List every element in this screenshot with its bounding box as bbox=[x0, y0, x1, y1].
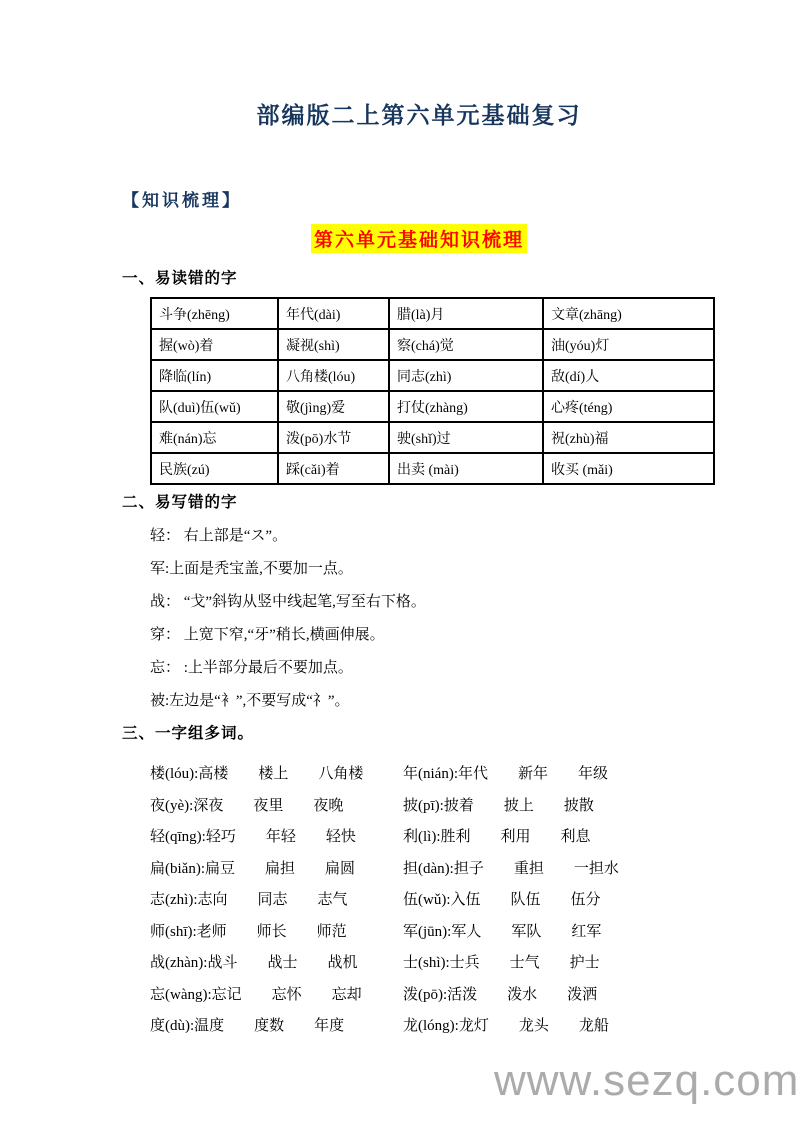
miswrite-line: 忘： :上半部分最后不要加点。 bbox=[150, 660, 353, 676]
table-cell: 腊(là)月 bbox=[389, 298, 543, 329]
miswrite-line: 轻： 右上部是“ス”。 bbox=[150, 528, 288, 544]
table-cell: 文章(zhāng) bbox=[543, 298, 714, 329]
table-row bbox=[151, 453, 714, 484]
table-row bbox=[151, 391, 714, 422]
table-cell: 民族(zú) bbox=[151, 453, 278, 484]
word-group-left: 轻(qīng):轻巧 年轻 轻快 bbox=[150, 829, 356, 845]
table-cell: 出卖 (mài) bbox=[389, 453, 543, 484]
unit-heading-wrap bbox=[122, 224, 716, 253]
table-cell: 泼(pō)水节 bbox=[278, 422, 389, 453]
miswrite-line: 被:左边是“衤”,不要写成“礻”。 bbox=[150, 693, 350, 709]
table-row bbox=[151, 422, 714, 453]
page-title: 部编版二上第六单元基础复习 bbox=[256, 103, 582, 128]
word-group-right: 士(shì):士兵 士气 护士 bbox=[403, 955, 600, 971]
table-row bbox=[151, 360, 714, 391]
table-cell: 敬(jìng)爱 bbox=[278, 391, 389, 422]
word-group-left: 度(dù):温度 度数 年度 bbox=[150, 1018, 345, 1034]
table-row bbox=[151, 329, 714, 360]
knowledge-section-label: 【知识梳理】 bbox=[122, 191, 242, 210]
table-cell: 年代(dài) bbox=[278, 298, 389, 329]
table-cell: 收买 (mǎi) bbox=[543, 453, 714, 484]
table-cell: 察(chá)觉 bbox=[389, 329, 543, 360]
unit-heading-highlight: 第六单元基础知识梳理 bbox=[311, 224, 527, 253]
word-group-right: 年(nián):年代 新年 年级 bbox=[403, 766, 608, 782]
table-cell: 凝视(shì) bbox=[278, 329, 389, 360]
word-group-row bbox=[150, 1011, 716, 1043]
table-cell: 同志(zhì) bbox=[389, 360, 543, 391]
table-cell: 油(yóu)灯 bbox=[543, 329, 714, 360]
word-group-right: 泼(pō):活泼 泼水 泼洒 bbox=[403, 986, 598, 1003]
table-cell: 敌(dí)人 bbox=[543, 360, 714, 391]
word-group-left: 楼(lóu):高楼 楼上 八角楼 bbox=[150, 766, 364, 782]
word-group-row bbox=[150, 854, 716, 886]
word-group-rows bbox=[150, 759, 716, 1043]
word-group-row bbox=[150, 885, 716, 917]
miswrite-line: 穿： 上宽下窄,“牙”稍长,横画伸展。 bbox=[150, 627, 385, 643]
table-cell: 打仗(zhàng) bbox=[389, 391, 543, 422]
word-group-row bbox=[150, 917, 716, 949]
word-group-left: 扁(biǎn):扁豆 扁担 扁圆 bbox=[150, 860, 355, 877]
table-cell: 难(nán)忘 bbox=[151, 422, 278, 453]
word-group-left: 师(shī):老师 师长 师范 bbox=[150, 923, 347, 940]
table-cell: 队(duì)伍(wǔ) bbox=[151, 391, 278, 422]
table-cell: 八角楼(lóu) bbox=[278, 360, 389, 391]
table-cell: 驶(shǐ)过 bbox=[389, 422, 543, 453]
word-group-row bbox=[150, 791, 716, 823]
word-group-row bbox=[150, 948, 716, 980]
word-group-left: 忘(wàng):忘记 忘怀 忘却 bbox=[150, 986, 362, 1003]
table-row bbox=[151, 298, 714, 329]
miswrite-line: 战： “戈”斜钩从竖中线起笔,写至右下格。 bbox=[150, 594, 426, 610]
word-group-right: 担(dàn):担子 重担 一担水 bbox=[403, 860, 619, 877]
word-group-right: 利(lì):胜利 利用 利息 bbox=[403, 829, 591, 845]
section-2-heading: 二、易写错的字 bbox=[122, 494, 238, 511]
word-group-right: 龙(lóng):龙灯 龙头 龙船 bbox=[403, 1018, 609, 1034]
word-group-right: 军(jūn):军人 军队 红军 bbox=[403, 923, 602, 940]
word-group-row bbox=[150, 980, 716, 1012]
table-cell: 降临(lín) bbox=[151, 360, 278, 391]
miswrite-line: 军:上面是秃宝盖,不要加一点。 bbox=[150, 561, 353, 577]
table-cell: 踩(cǎi)着 bbox=[278, 453, 389, 484]
word-group-left: 志(zhì):志向 同志 志气 bbox=[150, 892, 348, 908]
word-group-row bbox=[150, 822, 716, 854]
word-group-left: 战(zhàn):战斗 战士 战机 bbox=[150, 955, 358, 971]
table-cell: 心疼(téng) bbox=[543, 391, 714, 422]
watermark-text: www.sezq.com bbox=[494, 1056, 800, 1105]
miswrite-lines bbox=[150, 520, 716, 718]
section-3-heading: 三、一字组多词。 bbox=[122, 725, 255, 742]
table-cell: 祝(zhù)福 bbox=[543, 422, 714, 453]
section-1-heading: 一、易读错的字 bbox=[122, 270, 238, 287]
word-group-left: 夜(yè):深夜 夜里 夜晚 bbox=[150, 797, 344, 814]
table-cell: 斗争(zhēng) bbox=[151, 298, 278, 329]
word-group-right: 伍(wǔ):入伍 队伍 伍分 bbox=[403, 892, 601, 908]
word-group-row bbox=[150, 759, 716, 791]
document-content bbox=[122, 0, 716, 1043]
misread-table bbox=[150, 297, 715, 485]
table-cell: 握(wò)着 bbox=[151, 329, 278, 360]
word-group-right: 披(pī):披着 披上 披散 bbox=[403, 797, 594, 814]
